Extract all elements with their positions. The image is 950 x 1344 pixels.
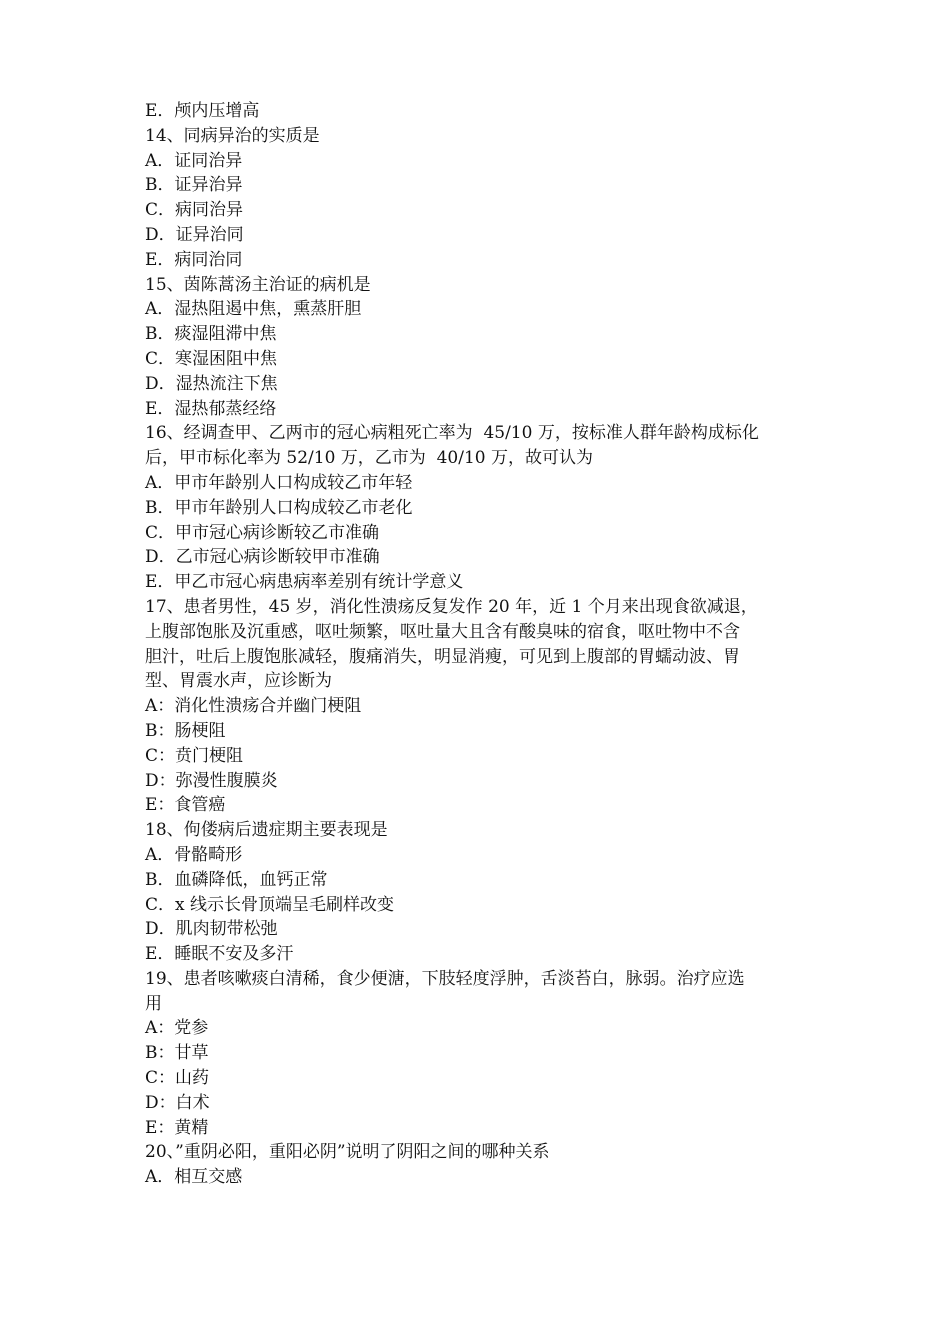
option-19e: E：黄精 xyxy=(145,1117,209,1138)
option-18b: B．血磷降低，血钙正常 xyxy=(145,869,328,890)
question-text-block xyxy=(145,99,825,1190)
option-14e: E．病同治同 xyxy=(145,249,243,270)
question-17-line1: 17、患者男性，45 岁，消化性溃疡反复发作 20 年，近 1 个月来出现食欲减退， xyxy=(145,596,758,617)
option-15c: C．寒湿困阻中焦 xyxy=(145,348,278,369)
option-15b: B．痰湿阻滞中焦 xyxy=(145,324,277,345)
question-18: 18、佝偻病后遗症期主要表现是 xyxy=(145,820,388,841)
question-16-line1: 16、经调查甲、乙两市的冠心病粗死亡率为 45/10 万，按标准人群年龄构成标化 xyxy=(145,423,759,444)
question-20: 20、”重阴必阳，重阳必阴”说明了阴阳之间的哪种关系 xyxy=(145,1142,550,1163)
option-20a: A．相互交感 xyxy=(145,1167,243,1188)
question-17-line2: 上腹部饱胀及沉重感，呕吐频繁，呕吐量大且含有酸臭味的宿食，呕吐物中不含 xyxy=(145,621,740,642)
option-15e: E．湿热郁蒸经络 xyxy=(145,398,277,419)
question-19-line1: 19、患者咳嗽痰白清稀，食少便溏，下肢轻度浮肿，舌淡苔白，脉弱。治疗应选 xyxy=(145,968,745,989)
option-18e: E．睡眠不安及多汗 xyxy=(145,944,294,965)
option-14a: A．证同治异 xyxy=(145,150,243,171)
option-17e: E：食管癌 xyxy=(145,795,226,816)
option-14b: B．证异治异 xyxy=(145,175,243,196)
question-16-line2: 后，甲市标化率为 52/10 万，乙市为 40/10 万，故可认为 xyxy=(145,448,594,469)
option-15d: D．湿热流注下焦 xyxy=(145,373,278,394)
question-14: 14、同病异治的实质是 xyxy=(145,125,320,146)
option-16d: D．乙市冠心病诊断较甲市准确 xyxy=(145,547,380,568)
option-18a: A．骨骼畸形 xyxy=(145,844,243,865)
option-17b: B：肠梗阻 xyxy=(145,720,226,741)
option-19c: C：山药 xyxy=(145,1068,210,1089)
question-15: 15、茵陈蒿汤主治证的病机是 xyxy=(145,274,371,295)
option-15a: A．湿热阻遏中焦，熏蒸肝胆 xyxy=(145,299,362,320)
option-13e: E．颅内压增高 xyxy=(145,101,260,121)
option-19d: D：白术 xyxy=(145,1092,210,1113)
option-16b: B．甲市年龄别人口构成较乙市老化 xyxy=(145,497,413,518)
option-18c: C．x 线示长骨顶端呈毛刷样改变 xyxy=(145,894,394,915)
question-17-line4: 型、胃震水声，应诊断为 xyxy=(145,671,332,692)
option-19a: A：党参 xyxy=(145,1018,209,1039)
option-16e: E．甲乙市冠心病患病率差别有统计学意义 xyxy=(145,572,464,593)
option-17a: A：消化性溃疡合并幽门梗阻 xyxy=(145,696,362,717)
option-14d: D．证异治同 xyxy=(145,224,244,245)
option-18d: D．肌肉韧带松弛 xyxy=(145,919,278,940)
question-17-line3: 胆汁，吐后上腹饱胀减轻，腹痛消失，明显消瘦，可见到上腹部的胃蠕动波、胃 xyxy=(145,646,740,667)
option-17c: C：贲门梗阻 xyxy=(145,745,244,766)
option-16c: C．甲市冠心病诊断较乙市准确 xyxy=(145,522,380,543)
option-19b: B：甘草 xyxy=(145,1043,209,1064)
question-19-line2: 用 xyxy=(145,993,162,1014)
option-16a: A．甲市年龄别人口构成较乙市年轻 xyxy=(145,472,413,493)
option-14c: C．病同治异 xyxy=(145,200,244,221)
option-17d: D：弥漫性腹膜炎 xyxy=(145,770,278,791)
